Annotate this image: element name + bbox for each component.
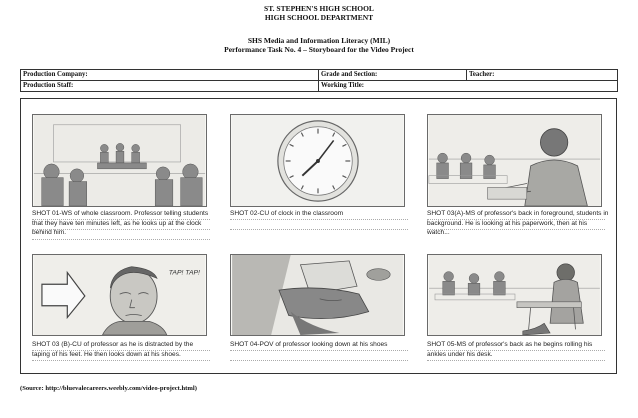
- clock-sketch-icon: [231, 115, 404, 206]
- shot-05-panel: [427, 254, 602, 336]
- shot-02-caption: SHOT 02-CU of clock in the classroom: [230, 210, 344, 217]
- school-name: ST. STEPHEN'S HIGH SCHOOL: [264, 4, 374, 13]
- shot-04-caption: SHOT 04-POV of professor looking down at his shoes: [230, 341, 388, 348]
- source-citation: (Source: http://bluevalecareers.weebly.com/video-project.html): [20, 385, 197, 392]
- shot-03b-caption: SHOT 03 (B)-CU of professor as he is distracted by the taping of his feet. He then looks down at his shoes.: [32, 341, 194, 358]
- course-title: SHS Media and Information Literacy (MIL): [247, 36, 391, 45]
- professor-face-sketch-icon: [33, 255, 206, 335]
- shot-03b-panel: [32, 254, 207, 336]
- teacher-field[interactable]: Teacher:: [467, 70, 618, 81]
- shot-01-caption: SHOT 01-WS of whole classroom. Professor telling students that they have ten minutes left, as he looks up at the clock behind him.: [32, 210, 209, 236]
- desk-ankles-sketch-icon: [428, 255, 601, 335]
- task-title: Performance Task No. 4 – Storyboard for the Video Project: [224, 45, 414, 54]
- shot-05-caption: SHOT 05-MS of professor's back as he begins rolling his ankles under his desk.: [427, 341, 593, 358]
- department-name: HIGH SCHOOL DEPARTMENT: [264, 13, 374, 22]
- production-staff-field[interactable]: Production Staff:: [21, 81, 319, 92]
- shot-02-panel: [230, 114, 405, 207]
- classroom-sketch-icon: [33, 115, 206, 206]
- working-title-field[interactable]: Working Title:: [319, 81, 618, 92]
- production-info-table: [20, 69, 618, 92]
- storyboard-sheet: [20, 98, 617, 374]
- shoes-pov-sketch-icon: [231, 255, 404, 335]
- shot-03a-panel: [427, 114, 602, 207]
- production-company-field[interactable]: Production Company:: [21, 70, 319, 81]
- professor-back-sketch-icon: [428, 115, 601, 206]
- grade-section-field[interactable]: Grade and Section:: [319, 70, 467, 81]
- sfx-text: TAP! TAP!: [168, 269, 200, 277]
- shot-01-panel: [32, 114, 207, 207]
- shot-04-panel: [230, 254, 405, 336]
- shot-03a-caption: SHOT 03(A)-MS of professor's back in foreground, students in background. He is looking at his paperwork, then at his watch...: [427, 210, 609, 236]
